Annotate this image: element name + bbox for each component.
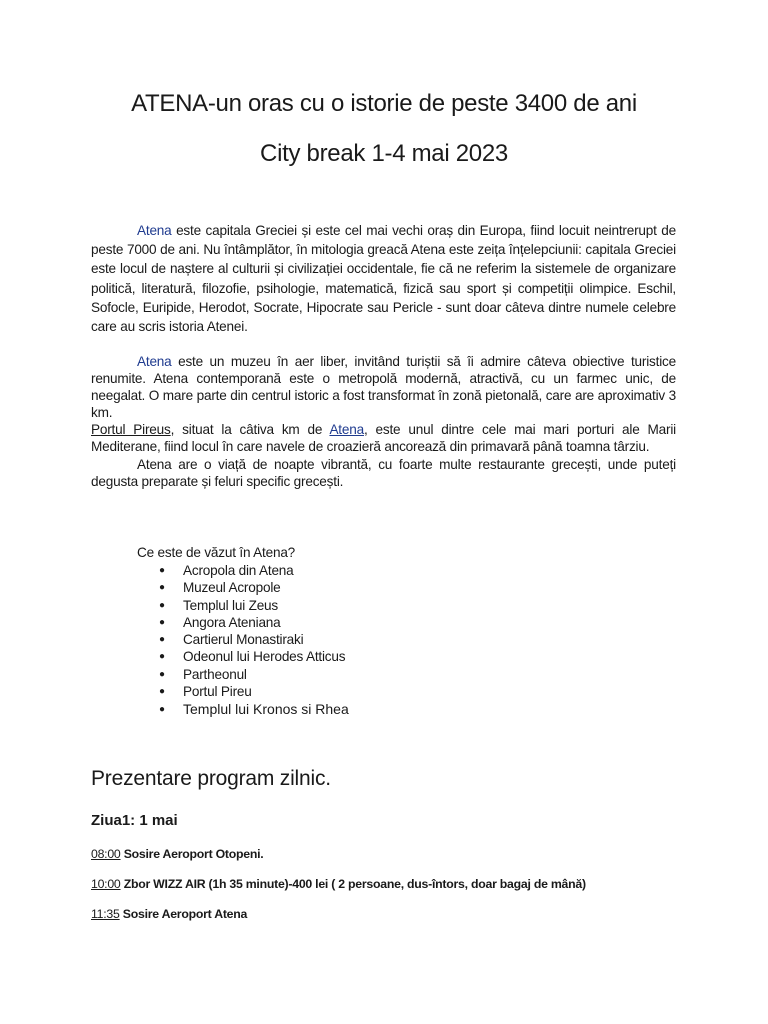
schedule-time: 11:35: [91, 907, 120, 921]
intro-paragraph-4-text: Atena are o viață de noapte vibrantă, cu foarte multe restaurante grecești, unde puteți degusta preparate și feluri specific grecești.: [91, 456, 676, 489]
schedule-text: Zbor WIZZ AIR (1h 35 minute)-400 lei ( 2 persoane, dus-întors, doar bagaj de mână): [120, 877, 586, 891]
bullet-icon: ●: [159, 565, 165, 576]
intro-paragraph-2-text: este un muzeu în aer liber, invitând turiștii să îi admire câteva obiective turistice renumite. Atena contemporană este o metropolă modernă, atractivă, cu un farmec unic, de neegalat. O mare parte din centrul istoric a fost transformat în zonă pietonală, care are aproximativ 3 km.: [91, 354, 676, 421]
schedule-entry: [91, 907, 247, 921]
atena-link[interactable]: Atena: [137, 223, 172, 238]
intro-paragraph-3: [91, 421, 676, 455]
intro-paragraph-3-text-a: , situat la câtiva km de: [170, 422, 330, 438]
list-item: ● Acropola din Atena: [159, 563, 294, 578]
intro-paragraph-1: [91, 221, 676, 336]
intro-block-2: [91, 353, 676, 490]
day1-title: Ziua1: 1 mai: [91, 812, 178, 829]
list-item: ● Portul Pireu: [159, 684, 252, 700]
intro-paragraph-3-text-b: , este unul dintre cele mai mari porturi ale Marii Mediterane, fiind locul în care navele de croazieră ancorează din primavară până toamna târziu.: [91, 422, 676, 455]
bullet-icon: ●: [159, 634, 165, 646]
bullet-icon: ●: [159, 599, 165, 611]
schedule-time: 08:00: [91, 847, 121, 861]
schedule-entry: [91, 847, 263, 861]
list-item: ● Templul lui Kronos si Rhea: [159, 701, 349, 718]
page-title: ATENA-un oras cu o istorie de peste 3400 de ani: [131, 90, 637, 117]
schedule-time: 10:00: [91, 877, 121, 891]
list-item: ● Templul lui Zeus: [159, 597, 279, 613]
sights-list: [137, 562, 349, 719]
bullet-icon: ●: [159, 686, 165, 698]
bullet-icon: ●: [159, 616, 165, 628]
schedule-text: Sosire Aeroport Atena: [119, 907, 248, 921]
bullet-icon: ●: [159, 668, 165, 680]
schedule-entry: [91, 877, 586, 891]
portul-pireus-link[interactable]: Portul Pireus: [91, 422, 171, 438]
list-item: ● Muzeul Acropole: [159, 580, 281, 596]
page-subtitle: City break 1-4 mai 2023: [260, 140, 508, 167]
list-item: ● Angora Ateniana: [159, 614, 281, 630]
schedule-text: Sosire Aeroport Otopeni.: [120, 847, 264, 861]
bullet-icon: ●: [159, 582, 165, 594]
list-item: ● Odeonul lui Herodes Atticus: [159, 649, 346, 665]
intro-paragraph-4: [91, 456, 676, 490]
atena-link[interactable]: Atena: [329, 422, 364, 438]
list-item: ● Partheonul: [159, 666, 247, 682]
list-item: ● Cartierul Monastiraki: [159, 632, 304, 648]
bullet-icon: ●: [159, 651, 165, 663]
atena-link[interactable]: Atena: [137, 354, 172, 369]
sights-title: Ce este de văzut în Atena?: [137, 545, 296, 560]
intro-paragraph-1-text: este capitala Greciei și este cel mai vechi oraș din Europa, fiind locuit neintrerupt de peste 7000 de ani. Nu întâmplător, în mitologia greacă Atena este zeița înțelepciunii: capitala Greciei este locul de naștere al culturii și civilizației occidentale, fie că ne referim la sistemele de organizare politică, literatură, filozofie, psihologie, matematică, fizică sau sport și competiții olimpice. Eschil, Sofocle, Euripide, Herodot, Socrate, Hipocrate sau Pericle - sunt doar câteva dintre numele celebre care au scris istoria Atenei.: [91, 223, 676, 335]
bullet-icon: ●: [159, 704, 166, 716]
intro-paragraph-2: [91, 353, 676, 421]
program-title: Prezentare program zilnic.: [91, 767, 331, 790]
